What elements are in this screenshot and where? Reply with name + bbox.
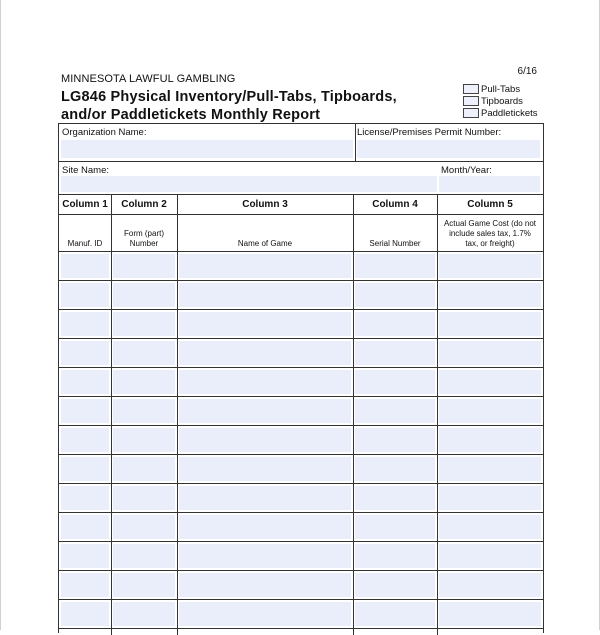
agency-name: MINNESOTA LAWFUL GAMBLING — [61, 73, 236, 85]
column-1-input[interactable] — [61, 370, 109, 394]
table-row — [59, 339, 543, 368]
site-name-label: Site Name: — [62, 165, 109, 176]
checkbox-label: Pull-Tabs — [481, 83, 521, 95]
column-3-input[interactable] — [179, 544, 351, 568]
table-row — [59, 397, 543, 426]
form-title-line-2: and/or Paddletickets Monthly Report — [61, 107, 321, 123]
column-2-input[interactable] — [113, 283, 175, 307]
organization-row — [59, 124, 543, 162]
column-2-input[interactable] — [113, 312, 175, 336]
license-label: License/Premises Permit Number: — [357, 127, 502, 138]
column-1-header: Column 1 — [62, 199, 108, 210]
column-5-input[interactable] — [439, 370, 541, 394]
column-1-input[interactable] — [61, 312, 109, 336]
column-4-input[interactable] — [355, 399, 435, 423]
column-1-input[interactable] — [61, 254, 109, 278]
column-4-input[interactable] — [355, 341, 435, 365]
column-3-input[interactable] — [179, 254, 351, 278]
checkbox-icon[interactable] — [463, 108, 479, 118]
column-3-input[interactable] — [179, 457, 351, 481]
column-4-header: Column 4 — [372, 199, 418, 210]
column-5-input[interactable] — [439, 312, 541, 336]
checkbox-pull-tabs[interactable] — [463, 83, 538, 95]
checkbox-icon[interactable] — [463, 96, 479, 106]
column-4-input[interactable] — [355, 486, 435, 510]
column-5-input[interactable] — [439, 341, 541, 365]
table-row — [59, 426, 543, 455]
form-title-line-1: LG846 Physical Inventory/Pull-Tabs, Tipboards, — [61, 89, 397, 105]
column-2-input[interactable] — [113, 457, 175, 481]
column-1-input[interactable] — [61, 573, 109, 597]
column-4-input[interactable] — [355, 370, 435, 394]
table-row — [59, 513, 543, 542]
checkbox-label: Tipboards — [481, 95, 523, 107]
column-divider — [111, 195, 112, 635]
column-2-input[interactable] — [113, 544, 175, 568]
column-5-input[interactable] — [439, 457, 541, 481]
site-row — [59, 162, 543, 195]
column-1-input[interactable] — [61, 428, 109, 452]
table-row — [59, 571, 543, 600]
column-5-input[interactable] — [439, 544, 541, 568]
column-5-input[interactable] — [439, 399, 541, 423]
org-name-input[interactable] — [61, 140, 353, 158]
table-row — [59, 368, 543, 397]
column-3-header: Column 3 — [242, 199, 288, 210]
column-1-input[interactable] — [61, 457, 109, 481]
table-row — [59, 310, 543, 339]
game-type-checkboxes — [463, 83, 538, 119]
column-2-input[interactable] — [113, 602, 175, 626]
column-3-input[interactable] — [179, 341, 351, 365]
column-4-input[interactable] — [355, 457, 435, 481]
column-1-subheader: Manuf. ID — [67, 239, 103, 248]
column-3-input[interactable] — [179, 370, 351, 394]
column-divider — [437, 195, 438, 635]
column-1-input[interactable] — [61, 515, 109, 539]
inventory-form-grid — [58, 123, 544, 633]
column-4-input[interactable] — [355, 312, 435, 336]
column-5-input[interactable] — [439, 486, 541, 510]
column-1-input[interactable] — [61, 544, 109, 568]
column-2-input[interactable] — [113, 428, 175, 452]
column-1-input[interactable] — [61, 602, 109, 626]
column-4-input[interactable] — [355, 283, 435, 307]
column-5-input[interactable] — [439, 602, 541, 626]
column-2-header: Column 2 — [121, 199, 167, 210]
column-divider — [353, 195, 354, 635]
table-row — [59, 252, 543, 281]
form-revision: 6/16 — [517, 66, 537, 77]
column-4-input[interactable] — [355, 544, 435, 568]
checkbox-label: Paddletickets — [481, 107, 538, 119]
site-name-input[interactable] — [61, 176, 437, 192]
column-3-input[interactable] — [179, 399, 351, 423]
column-subheader-row — [59, 215, 543, 252]
license-input[interactable] — [357, 140, 540, 158]
column-4-input[interactable] — [355, 573, 435, 597]
column-4-input[interactable] — [355, 515, 435, 539]
column-3-input[interactable] — [179, 515, 351, 539]
table-row — [59, 542, 543, 571]
column-5-input[interactable] — [439, 254, 541, 278]
column-5-input[interactable] — [439, 573, 541, 597]
table-row — [59, 281, 543, 310]
divider — [355, 124, 356, 161]
month-year-label: Month/Year: — [441, 165, 492, 176]
column-2-input[interactable] — [113, 399, 175, 423]
column-5-input[interactable] — [439, 283, 541, 307]
column-3-input[interactable] — [179, 573, 351, 597]
column-2-input[interactable] — [113, 515, 175, 539]
column-4-subheader: Serial Number — [369, 239, 421, 248]
column-5-header: Column 5 — [467, 199, 513, 210]
column-2-input[interactable] — [113, 573, 175, 597]
form-title — [61, 88, 397, 124]
column-3-input[interactable] — [179, 486, 351, 510]
org-name-label: Organization Name: — [62, 127, 147, 138]
column-5-input[interactable] — [439, 428, 541, 452]
checkbox-tipboards[interactable] — [463, 95, 538, 107]
column-3-input[interactable] — [179, 602, 351, 626]
column-2-input[interactable] — [113, 341, 175, 365]
table-row — [59, 600, 543, 629]
column-2-input[interactable] — [113, 370, 175, 394]
column-header-row — [59, 195, 543, 215]
column-1-input[interactable] — [61, 486, 109, 510]
column-1-input[interactable] — [61, 399, 109, 423]
column-3-input[interactable] — [179, 312, 351, 336]
column-1-input[interactable] — [61, 341, 109, 365]
column-3-input[interactable] — [179, 428, 351, 452]
column-1-input[interactable] — [61, 283, 109, 307]
column-5-input[interactable] — [439, 515, 541, 539]
column-3-input[interactable] — [179, 283, 351, 307]
column-2-input[interactable] — [113, 486, 175, 510]
column-3-subheader: Name of Game — [237, 239, 293, 248]
column-2-subheader: Form (part) Number — [124, 229, 164, 248]
table-row — [59, 484, 543, 513]
column-2-input[interactable] — [113, 254, 175, 278]
column-4-input[interactable] — [355, 602, 435, 626]
column-5-subheader: Actual Game Cost (do not include sales tax, 1.7% tax, or freight) — [443, 219, 537, 248]
table-row — [59, 455, 543, 484]
month-year-input[interactable] — [439, 176, 540, 192]
checkbox-icon[interactable] — [463, 84, 479, 94]
checkbox-paddletickets[interactable] — [463, 107, 538, 119]
column-divider — [177, 195, 178, 635]
column-4-input[interactable] — [355, 254, 435, 278]
column-4-input[interactable] — [355, 428, 435, 452]
